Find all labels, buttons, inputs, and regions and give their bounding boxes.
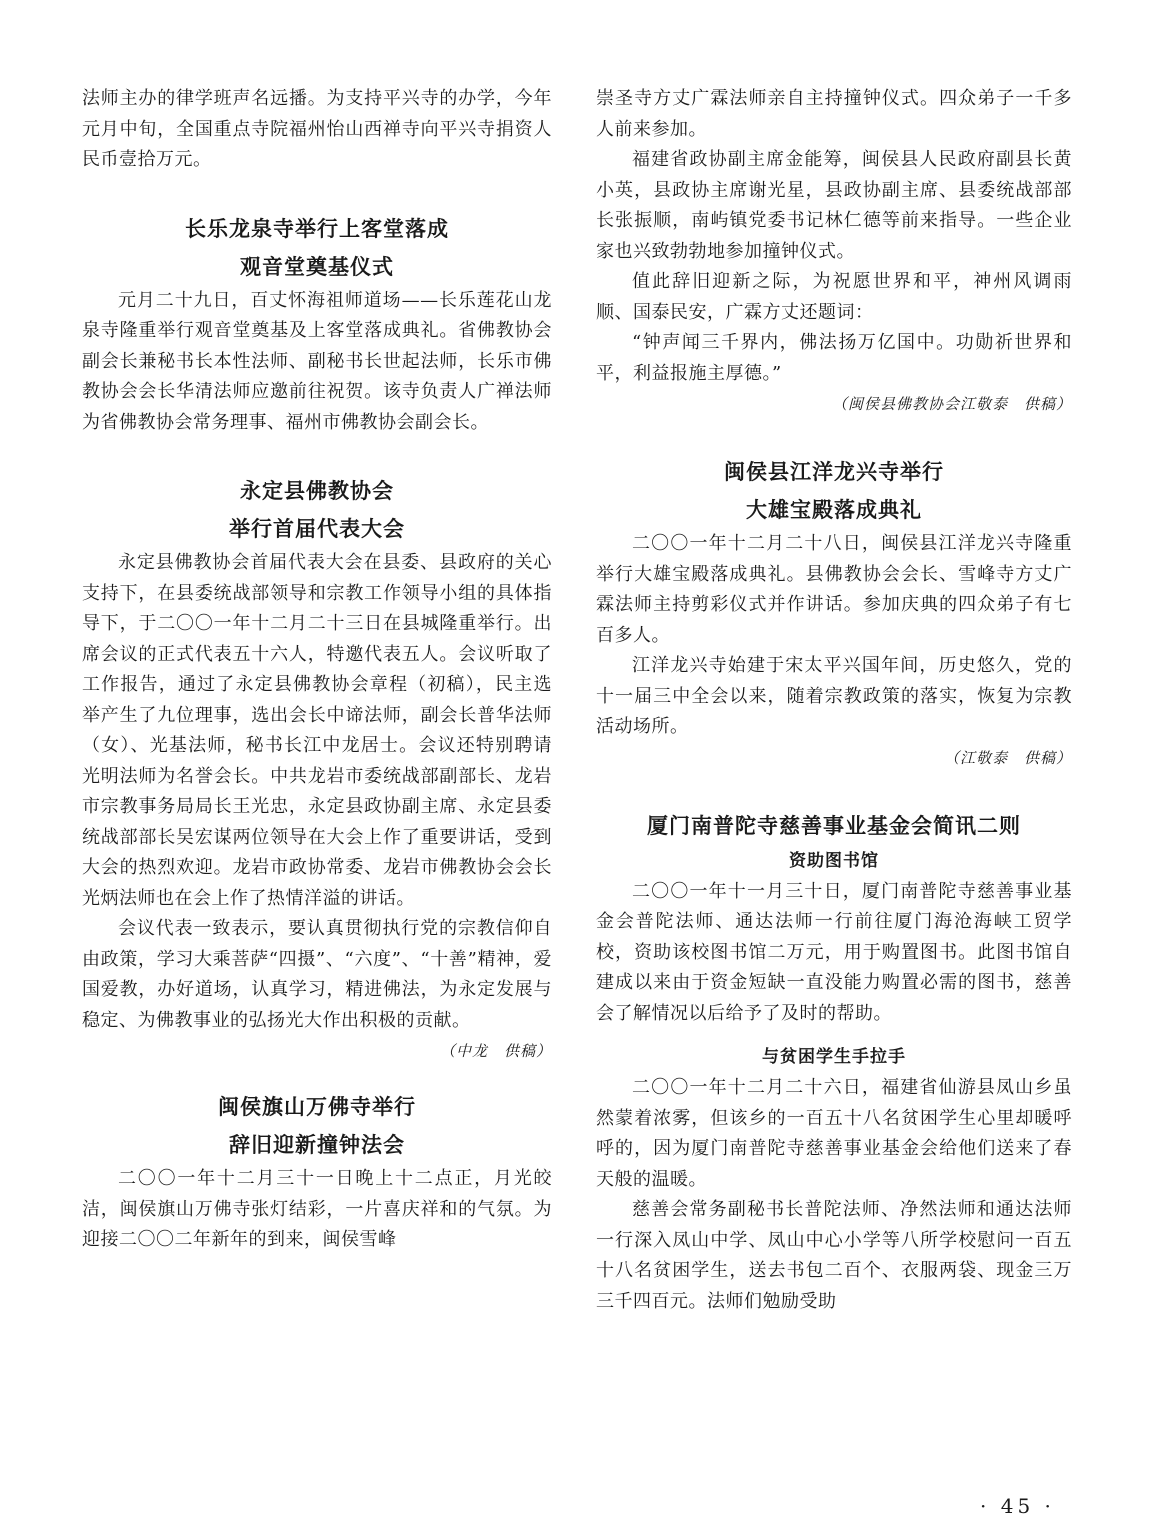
- article-longxing-temple: [596, 453, 1072, 773]
- article-paragraph: 元月二十九日，百丈怀海祖师道场——长乐莲花山龙泉寺隆重举行观音堂奠基及上客堂落成典礼。省佛教协会副会长兼秘书长本性法师、副秘书长世起法师，长乐市佛教协会会长华清法师应邀前往祝贺。该寺负责人广禅法师为省佛教协会常务理事、福州市佛教协会副会长。: [82, 289, 552, 433]
- article-title-line2: 举行首届代表大会: [229, 517, 405, 541]
- article-title-line1: 长乐龙泉寺举行上客堂落成: [185, 216, 449, 241]
- article-credit: （中龙 供稿）: [439, 1042, 552, 1060]
- article-credit: （江敬泰 供稿）: [943, 748, 1072, 767]
- article-paragraph: 二〇〇一年十二月二十八日，闽侯县江洋龙兴寺隆重举行大雄宝殿落成典礼。县佛教协会会长、雪峰寺方丈广霖法师主持剪彩仪式并作讲话。参加庆典的四众弟子有七百多人。: [596, 533, 1072, 646]
- article-title-line2: 大雄宝殿落成典礼: [746, 498, 922, 522]
- page-number: · 45 ·: [980, 1494, 1055, 1518]
- article-paragraph: 江洋龙兴寺始建于宋太平兴国年间，历史悠久，党的十一届三中全会以来，随着宗教政策的落实，恢复为宗教活动场所。: [596, 655, 1072, 737]
- article-title: 厦门南普陀寺慈善事业基金会简讯二则: [647, 813, 1021, 838]
- article-wanfo-temple: [82, 1088, 552, 1256]
- article-paragraph: 福建省政协副主席金能筹，闽侯县人民政府副县长黄小英，县政协主席谢光星，县政协副主席、县委统战部部长张振顺，南屿镇党委书记林仁德等前来指导。一些企业家也兴致勃勃地参加撞钟仪式。: [596, 149, 1072, 262]
- article-paragraph: 二〇〇一年十二月三十一日晚上十二点正，月光皎洁，闽侯旗山万佛寺张灯结彩，一片喜庆祥和的气氛。为迎接二〇〇二年新年的到来，闽侯雪峰: [82, 1168, 552, 1250]
- article-paragraph: 会议代表一致表示，要认真贯彻执行党的宗教信仰自由政策，学习大乘菩萨“四摄”、“六度”、“十善”精神，爱国爱教，办好道场，认真学习，精进佛法，为永定发展与稳定、为佛教事业的弘扬光大作出积极的贡献。: [82, 918, 552, 1031]
- article-title-line2: 辞旧迎新撞钟法会: [229, 1133, 405, 1157]
- right-column: [596, 84, 1072, 1317]
- article-paragraph: 永定县佛教协会首届代表大会在县委、县政府的关心支持下，在县委统战部领导和宗教工作领导小组的具体指导下，于二〇〇一年十二月二十三日在县城隆重举行。出席会议的正式代表五十六人，特邀代表五人。会议听取了工作报告，通过了永定县佛教协会章程（初稿），民主选举产生了九位理事，选出会长中谛法师，副会长普华法师（女）、光基法师，秘书长江中龙居士。会议还特别聘请光明法师为名誉会长。中共龙岩市委统战部副部长、龙岩市宗教事务局局长王光忠，永定县政协副主席、永定县委统战部部长吴宏谋两位领导在大会上作了重要讲话，受到大会的热烈欢迎。龙岩市政协常委、龙岩市佛教协会会长光炳法师也在会上作了热情洋溢的讲话。: [82, 552, 552, 909]
- article-credit: （闽侯县佛教协会江敬泰 供稿）: [831, 395, 1072, 413]
- article-paragraph: 慈善会常务副秘书长普陀法师、净然法师和通达法师一行深入凤山中学、凤山中心小学等八所学校慰问一百五十八名贫困学生，送去书包二百个、衣服两袋、现金三万三千四百元。法师们勉励受助: [596, 1199, 1072, 1312]
- article-quote: “钟声闻三千界内，佛法扬万亿国中。功勋祈世界和平，利益报施主厚德。”: [596, 332, 1072, 384]
- article-yongding-association: [82, 472, 552, 1066]
- article-nanputuo-charity: [596, 807, 1072, 1318]
- article-longquan-temple: [82, 210, 552, 439]
- continued-paragraph: 崇圣寺方丈广霖法师亲自主持撞钟仪式。四众弟子一千多人前来参加。: [596, 88, 1072, 140]
- article-subtitle: 与贫困学生手拉手: [762, 1047, 906, 1067]
- article-title-line1: 闽侯旗山万佛寺举行: [218, 1095, 416, 1119]
- article-subtitle: 资助图书馆: [789, 850, 879, 871]
- article-title-line2: 观音堂奠基仪式: [240, 254, 394, 279]
- article-paragraph: 值此辞旧迎新之际，为祝愿世界和平，神州风调雨顺、国泰民安，广霖方丈还题词：: [596, 271, 1072, 323]
- article-title-line1: 闽侯县江洋龙兴寺举行: [724, 460, 944, 484]
- article-paragraph: 二〇〇一年十二月二十六日，福建省仙游县凤山乡虽然蒙着浓雾，但该乡的一百五十八名贫困学生心里却暖呼呼的，因为厦门南普陀寺慈善事业基金会给他们送来了春天般的温暖。: [596, 1077, 1072, 1190]
- continued-paragraph: 法师主办的律学班声名远播。为支持平兴寺的办学，今年元月中旬，全国重点寺院福州怡山西禅寺向平兴寺捐资人民币壹拾万元。: [82, 88, 552, 170]
- article-title-line1: 永定县佛教协会: [240, 479, 394, 503]
- left-column: [82, 84, 552, 1256]
- article-paragraph: 二〇〇一年十一月三十日，厦门南普陀寺慈善事业基金会普陀法师、通达法师一行前往厦门海沧海峡工贸学校，资助该校图书馆二万元，用于购置图书。此图书馆自建成以来由于资金短缺一直没能力购置必需的图书，慈善会了解情况以后给予了及时的帮助。: [596, 880, 1072, 1024]
